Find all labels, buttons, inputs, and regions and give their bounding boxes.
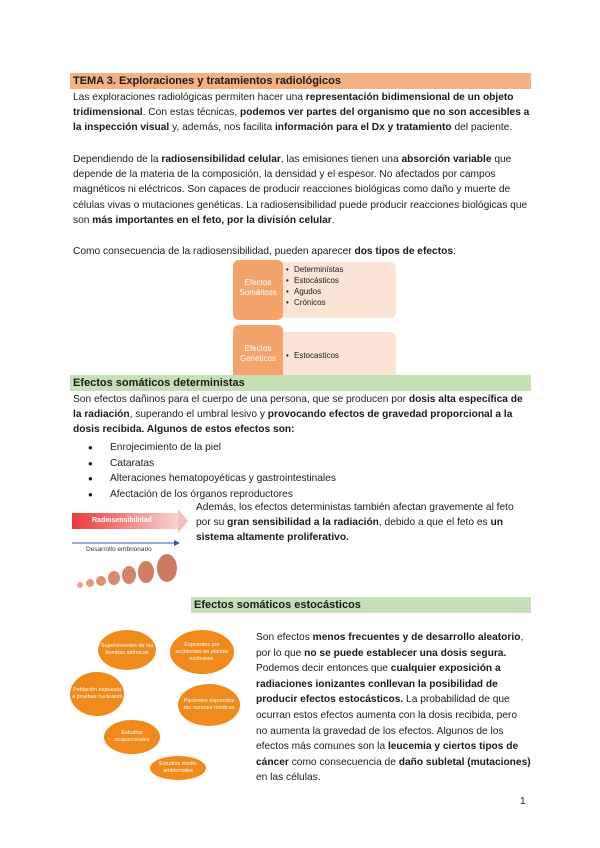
geneticos-label: Efectos Genéticos xyxy=(239,344,277,363)
embryo-icons xyxy=(77,554,177,588)
development-arrow-icon xyxy=(174,540,180,546)
population-oval: Estudios ocupacionales xyxy=(104,720,160,754)
population-oval: Estudios medio ambientales xyxy=(150,756,206,780)
geneticos-item: • Estocasticos xyxy=(286,350,391,361)
radiosensitivity-arrow-icon xyxy=(178,509,188,533)
list-item: ● Afectación de los órganos reproductores xyxy=(88,487,508,503)
somaticos-label: Efectos Somáticos xyxy=(239,278,277,297)
radiosensitivity-paragraph: Dependiendo de la radiosensibilidad celular, las emisiones tienen una absorción variable que depende de la materia de la composición, la densidad y el espesor. No afectados por campos magnéticos ni eléctricos. Son capaces de producir reacciones biológicas como daño y muerte de células vivas o mutaciones genéticas. La radiosensibilidad puede producir reacciones biológicas que son más importantes en el feto, por la división celular. xyxy=(73,154,528,226)
population-oval: Expuestos por accidentes en plantas nucleares. xyxy=(170,630,234,674)
estocasticos-paragraph: Son efectos menos frecuentes y de desarrollo aleatorio, por lo que no se puede establecer una dosis segura. Podemos decir entonces que cualquier exposición a radiaciones ionizantes conllevan la posibilidad de producir efectos estocásticos. La probabilidad de que ocurran estos efectos aumenta con la dosis recibida, pero no aumenta la gravedad de los efectos. Algunos de los efectos más comunes son la leucemia y ciertos tipos de cáncer como consecuencia de daño subletal (mutaciones) en las células. xyxy=(256,632,531,784)
exposed-populations-figure xyxy=(70,620,250,780)
list-item: ● Alteraciones hematopoyéticas y gastrointestinales xyxy=(88,471,508,487)
page-number: 1 xyxy=(520,796,526,807)
embryo-development-figure xyxy=(70,505,188,595)
radiosensitivity-label: Radiosensibilidad xyxy=(92,517,152,524)
population-oval: Pacientes expuestos por razones medicas xyxy=(178,684,240,726)
somaticos-item: • Agudos xyxy=(286,286,391,297)
geneticos-items xyxy=(286,350,391,361)
intro-paragraph: Las exploraciones radiológicas permiten hacer una representación bidimensional de un objeto tridimensional. Con estas técnicas, podemos ver partes del organismo que no son accesibles a la inspección visual y, además, nos facilita información para el Dx y tratamiento del paciente. xyxy=(73,92,530,134)
estocasticos-heading: Efectos somáticos estocásticos xyxy=(191,597,531,613)
deterministas-paragraph: Son efectos dañinos para el cuerpo de una persona, que se producen por dosis alta específica de la radiación, superando el umbral lesivo y provocando efectos de gravedad proporcional a la dosis recibida. Algunos de estos efectos son: xyxy=(73,394,523,436)
page-title: TEMA 3. Exploraciones y tratamientos radiológicos xyxy=(70,73,531,89)
population-oval: Población expuesta a pruebas nucleares xyxy=(70,672,124,716)
consequence-line: Como consecuencia de la radiosensibilidad, pueden aparecer dos tipos de efectos: xyxy=(73,246,456,257)
population-oval: Supervivientes de las bombas atómicas xyxy=(98,630,156,670)
somaticos-item: • Estocásticos xyxy=(286,275,391,286)
somaticos-items xyxy=(286,264,391,308)
somaticos-item: • Determinístas xyxy=(286,264,391,275)
deterministas-effects-list xyxy=(88,440,508,502)
development-label: Desarrollo embrionario xyxy=(86,546,152,553)
fetus-paragraph: Además, los efectos deterministas también afectan gravemente al feto por su gran sensibilidad a la radiación, debido a que el feto es un sistema altamente proliferativo. xyxy=(196,502,514,544)
deterministas-heading: Efectos somáticos deterministas xyxy=(70,375,531,391)
list-item: ● Cataratas xyxy=(88,456,508,472)
somaticos-item: • Crónicos xyxy=(286,297,391,308)
list-item: ● Enrojecimiento de la piel xyxy=(88,440,508,456)
